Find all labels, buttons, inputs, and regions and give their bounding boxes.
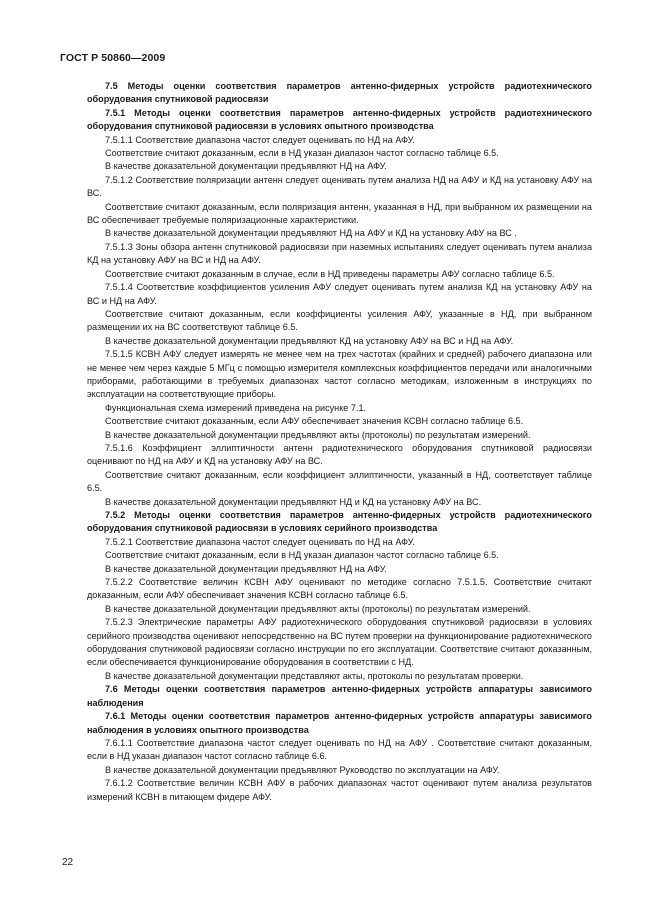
body-text: [87, 80, 592, 804]
paragraph: 7.6.1.2 Соответствие величин КСВН АФУ в рабочих диапазонах частот оценивают путем анализа результатов измерений КСВН в питающем фидере АФУ.: [87, 778, 592, 802]
paragraph: 7.5.1.3 Зоны обзора антенн спутниковой радиосвязи при наземных испытаниях следует оценивать путем анализа КД на установку АФУ на ВС и НД на АФУ.: [87, 241, 592, 266]
paragraph: В качестве доказательной документации предъявляют Руководство по эксплуатации на АФУ.: [105, 764, 500, 775]
section-heading: 7.6 Методы оценки соответствия параметров антенно-фидерных устройств аппаратуры зависимого наблюдения: [87, 684, 592, 708]
paragraph: В качестве доказательной документации предъявляют КД на установку АФУ на ВС и НД на АФУ.: [105, 335, 514, 346]
standard-header: ГОСТ Р 50860—2009: [60, 52, 166, 64]
paragraph: Соответствие считают доказанным, если поляризация антенн, указанная в НД, при выбранном их размещении на ВС обеспечивает требуемые поляризационные характеристики.: [87, 201, 592, 226]
paragraph: 7.6.1.1 Соответствие диапазона частот следует оценивать по НД на АФУ . Соответствие считают доказанным, если в НД указан диапазон частот согласно таблице 6.6.: [87, 737, 592, 762]
paragraph: 7.5.1.5 КСВН АФУ следует измерять не менее чем на трех частотах (крайних и средней) рабочего диапазона или не менее чем через каждые 5 МГц с помощью измерителя комплексных коэффициентов передачи или аналогичными приборами, работающими в требуемых диапазонах частот согласно методикам, изложенным в инструкциях по эксплуатации на соответствующие приборы.: [87, 349, 592, 400]
paragraph: В качестве доказательной документации предъявляют акты (протоколы) по результатам измерений.: [105, 603, 531, 614]
subsection-heading: 7.6.1 Методы оценки соответствия параметров антенно-фидерных устройств аппаратуры зависимого наблюдения в условиях опытного производства: [87, 711, 592, 735]
paragraph: В качестве доказательной документации представляют акты, протоколы по результатам проверки.: [105, 670, 524, 681]
paragraph: Соответствие считают доказанным, если коэффициенты усиления АФУ, указанные в НД, при выбранном размещении их на ВС соответствуют таблице 6.5.: [87, 308, 592, 333]
paragraph: В качестве доказательной документации предъявляют НД на АФУ.: [105, 161, 387, 172]
page-number: 22: [62, 857, 74, 868]
paragraph: Соответствие считают доказанным, если АФУ обеспечивает значения КСВН согласно таблице 6.5.: [105, 416, 524, 427]
paragraph: 7.5.1.6 Коэффициент эллиптичности антенн радиотехнического оборудования спутниковой радиосвязи оценивают по НД на АФУ и КД на установку АФУ на ВС.: [87, 442, 592, 467]
subsection-heading: 7.5.1 Методы оценки соответствия параметров антенно-фидерных устройств радиотехнического оборудования спутниковой радиосвязи в условиях опытного производства: [87, 107, 592, 132]
paragraph: В качестве доказательной документации предъявляют НД на АФУ.: [105, 563, 387, 574]
paragraph: В качестве доказательной документации предъявляют НД и КД на установку АФУ на ВС.: [105, 496, 482, 507]
paragraph: 7.5.1.1 Соответствие диапазона частот следует оценивать по НД на АФУ.: [105, 134, 415, 145]
paragraph: 7.5.2.2 Соответствие величин КСВН АФУ оценивают по методике согласно 7.5.1.5. Соответствие считают доказанным, если АФУ обеспечивает значения КСВН согласно таблице 6.5.: [87, 577, 592, 601]
paragraph: В качестве доказательной документации предъявляют акты (протоколы) по результатам измерений.: [105, 429, 531, 440]
paragraph: 7.5.1.4 Соответствие коэффициентов усиления АФУ следует оценивать путем анализа КД на установку АФУ на ВС и НД на АФУ.: [87, 282, 592, 306]
paragraph: Соответствие считают доказанным, если в НД указан диапазон частот согласно таблице 6.5.: [105, 148, 499, 159]
paragraph: 7.5.2.1 Соответствие диапазона частот следует оценивать по НД на АФУ.: [105, 536, 415, 547]
paragraph: Соответствие считают доказанным в случае, если в НД приведены параметры АФУ согласно таблице 6.5.: [105, 268, 555, 279]
paragraph: 7.5.2.3 Электрические параметры АФУ радиотехнического оборудования спутниковой радиосвязи в условиях серийного производства оценивают непосредственно на ВС путем проверки на функционирование радиотехнического оборудования спутниковой радиосвязи согласно инструкции по его эксплуатации. Соответствие считают доказанным, если обеспечивается функционирование оборудования в соответствии с НД.: [87, 617, 592, 668]
section-heading: 7.5 Методы оценки соответствия параметров антенно-фидерных устройств радиотехнического оборудования спутниковой радиосвязи: [87, 81, 592, 105]
paragraph: В качестве доказательной документации предъявляют НД на АФУ и КД на установку АФУ на ВС .: [105, 228, 517, 239]
paragraph: 7.5.1.2 Соответствие поляризации антенн следует оценивать путем анализа НД на АФУ и КД на установку АФУ на ВС.: [87, 174, 592, 199]
paragraph: Соответствие считают доказанным, если в НД указан диапазон частот согласно таблице 6.5.: [105, 550, 499, 561]
paragraph: Соответствие считают доказанным, если коэффициент эллиптичности, указанный в НД, соответствует таблице 6.5.: [87, 469, 592, 494]
paragraph: Функциональная схема измерений приведена на рисунке 7.1.: [105, 402, 367, 413]
subsection-heading: 7.5.2 Методы оценки соответствия параметров антенно-фидерных устройств радиотехнического оборудования спутниковой радиосвязи в условиях серийного производства: [87, 510, 592, 534]
